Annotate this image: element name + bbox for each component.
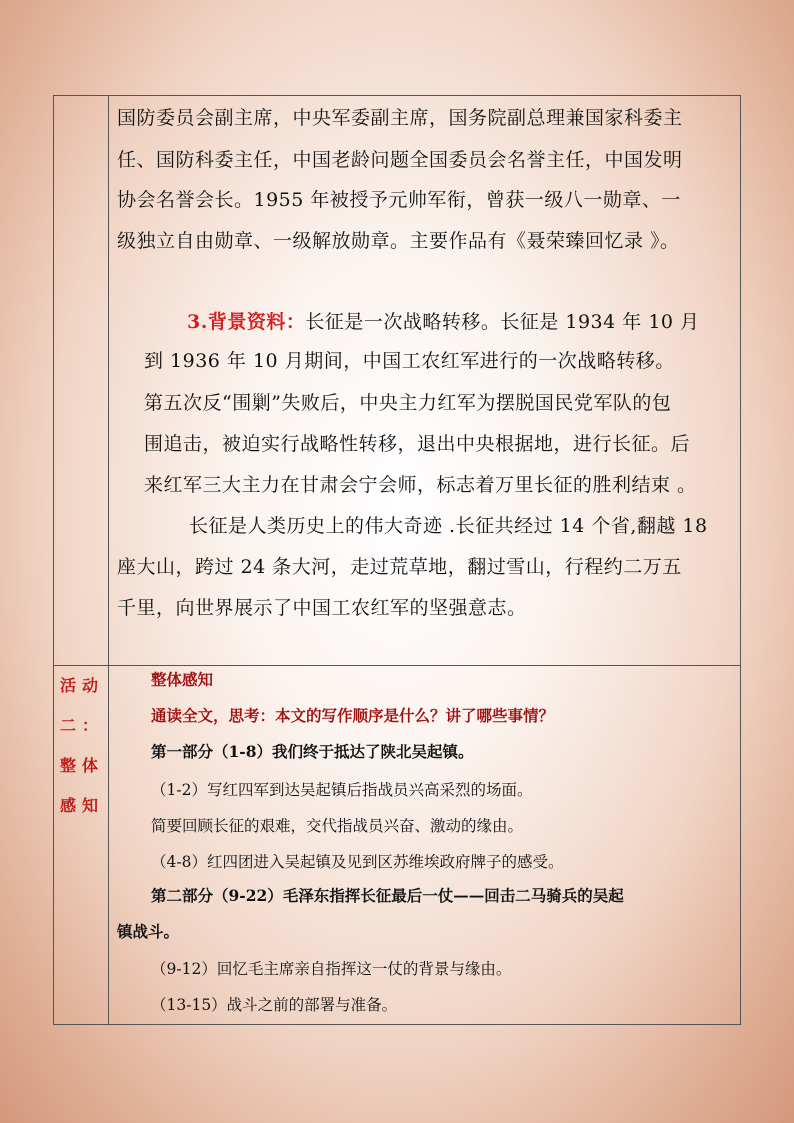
background-line-4: 围追击，被迫实行战略性转移，退出中央根据地，进行长征。后 (144, 433, 691, 455)
part-1-item: （4-8）红四团进入吴起镇及见到区苏维埃政府牌子的感受。 (151, 853, 564, 871)
background-line-5: 来红军三大主力在甘肃会宁会师，标志着万里长征的胜利结束 。 (144, 474, 697, 496)
part-1-item: 简要回顾长征的艰难，交代指战员兴奋、激动的缘由。 (151, 817, 524, 835)
background-line-3: 第五次反“围剿”失败后，中央主力红军为摆脱国民党军队的包 (144, 392, 672, 414)
activity-title: 整体感知 (151, 670, 214, 689)
part-2-item: （13-15）战斗之前的部署与准备。 (151, 996, 398, 1014)
background-line-1-text: 长征是一次战略转移。长征是 1934 年 10 月 (305, 311, 700, 333)
bio-line-2: 任、国防科委主任，中国老龄问题全国委员会名誉主任，中国发明 (117, 149, 683, 171)
background-line-2: 到 1936 年 10 月期间，中国工农红军进行的一次战略转移。 (144, 350, 675, 372)
bio-and-background-cell (109, 96, 740, 665)
bio-line-3: 协会名誉会长。1955 年被授予元帅军衔，曾获一级八一勋章、一 (117, 189, 681, 211)
activity-label-line: 活动 (60, 676, 105, 695)
part-1-item: （1-2）写红四军到达吴起镇后指战员兴高采烈的场面。 (151, 781, 533, 799)
activity-label-line: 感知 (60, 796, 105, 815)
part-2-heading: 第二部分（9-22）毛泽东指挥长征最后一仗——回击二马骑兵的吴起 (151, 886, 624, 905)
background-heading: 3.背景资料： (187, 311, 306, 333)
activity-label (54, 666, 108, 826)
content-table (53, 95, 741, 1025)
background-line-1 (187, 302, 700, 342)
activity-label-line: 二： (60, 716, 105, 735)
background-line-6: 长征是人类历史上的伟大奇迹 .长征共经过 14 个省,翻越 18 (189, 515, 708, 537)
activity-content-cell (109, 666, 740, 1024)
background-line-7: 座大山，跨过 24 条大河，走过荒草地，翻过雪山，行程约二万五 (117, 556, 682, 578)
part-2-item: （9-12）回忆毛主席亲自指挥这一仗的背景与缘由。 (151, 960, 512, 978)
part-2-heading-cont: 镇战斗。 (117, 922, 180, 941)
part-1-heading: 第一部分（1-8）我们终于抵达了陕北吴起镇。 (151, 742, 474, 761)
bio-line-4: 级独立自由勋章、一级解放勋章。主要作品有《聂荣臻回忆录 》。 (117, 230, 680, 252)
background-line-8: 千里，向世界展示了中国工农红军的坚强意志。 (117, 597, 527, 619)
activity-label-line: 整体 (60, 756, 105, 775)
activity-question: 通读全文，思考：本文的写作顺序是什么？讲了哪些事情？ (151, 706, 555, 725)
bio-line-1: 国防委员会副主席，中央军委副主席，国务院副总理兼国家科委主 (117, 107, 683, 129)
